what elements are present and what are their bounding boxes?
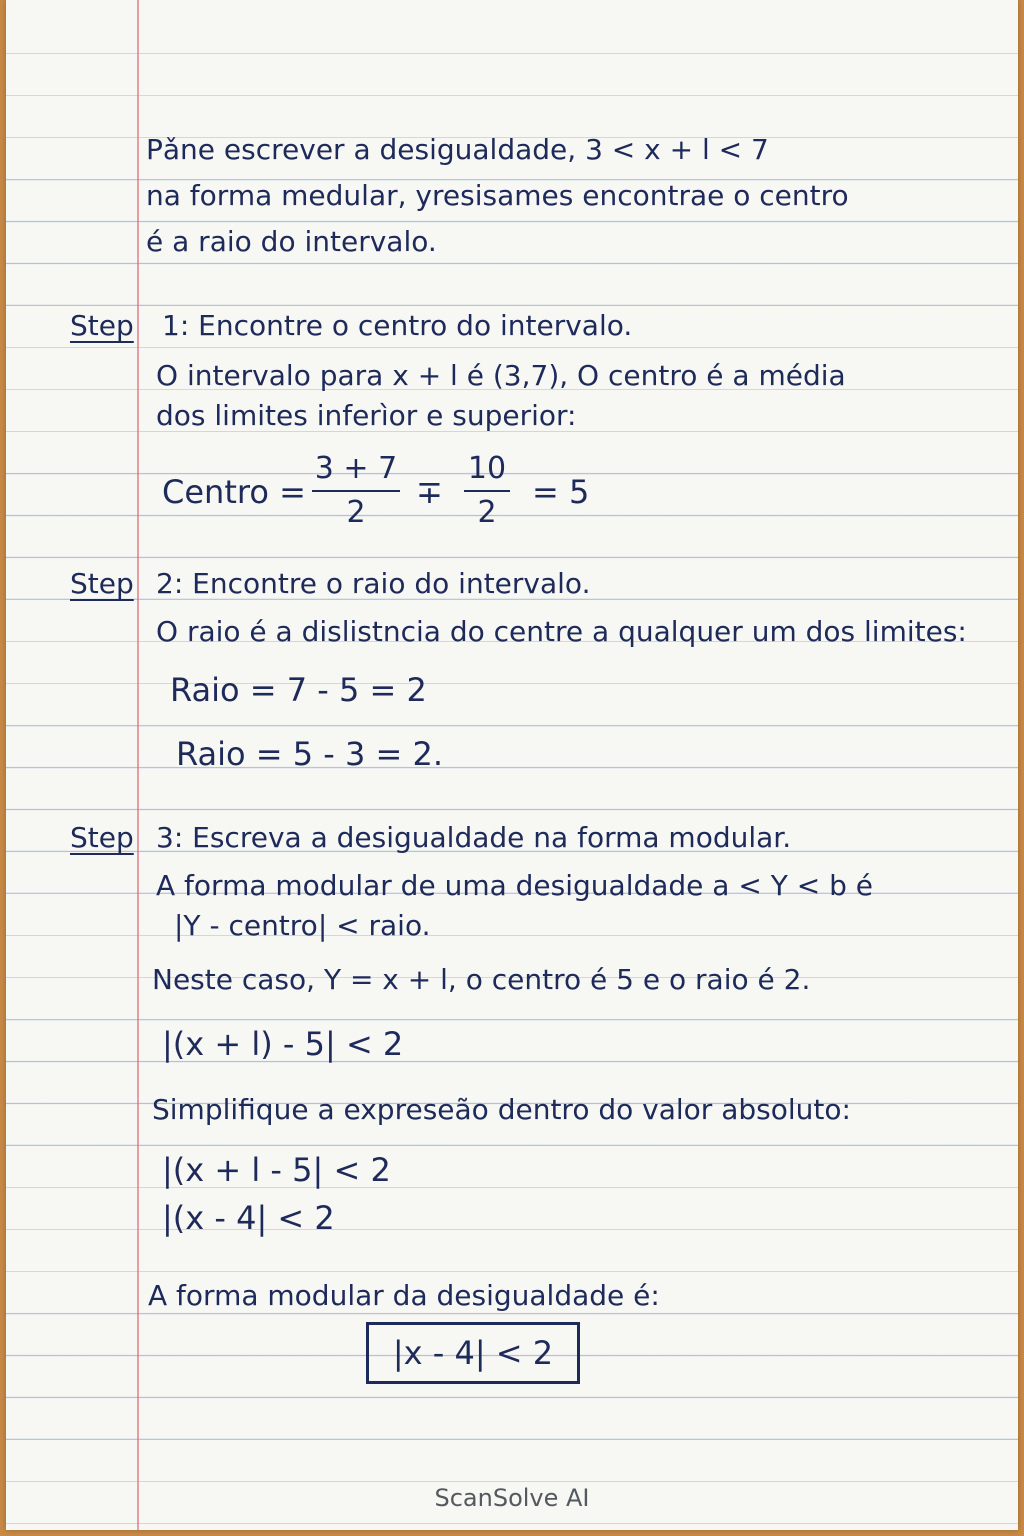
step-3-line-1: A forma modular de uma desigualdade a < Y < b é (156, 869, 873, 902)
step-1-line-1: O intervalo para x + l é (3,7), O centro é a média (156, 359, 846, 392)
intro-line-2: na forma medular, yresisames encontrae o centro (146, 179, 849, 212)
centro-label: Centro = (162, 473, 306, 511)
fraction-2 (464, 452, 510, 530)
step-3-line-4: Simplifique a expreseão dentro do valor absoluto: (152, 1093, 851, 1126)
step-2-label: Step (70, 567, 134, 600)
fraction-2-numerator: 10 (467, 451, 507, 486)
raio-equation-2: Raio = 5 - 3 = 2. (176, 735, 444, 773)
notebook-page (6, 0, 1018, 1530)
fraction-1-numerator: 3 + 7 (314, 451, 398, 486)
step-1-label: Step (70, 309, 134, 342)
step-2-line-1: O raio é a dislistncia do centre a qualquer um dos limites: (156, 615, 967, 648)
watermark: ScanSolve AI (434, 1484, 590, 1512)
intro-line-1: Pǎne escrever a desigualdade, 3 < x + l < 7 (146, 133, 769, 166)
expression-2: |(x + l - 5| < 2 (162, 1151, 391, 1189)
fraction-1 (312, 452, 400, 530)
step-1-line-2: dos limites inferìor e superior: (156, 399, 577, 432)
intro-line-3: é a raio do intervalo. (146, 225, 437, 258)
step-1-title: 1: Encontre o centro do intervalo. (162, 309, 633, 342)
step-3-title: 3: Escreva a desigualdade na forma modular. (156, 821, 792, 854)
margin-line (137, 0, 139, 1530)
expression-3: |(x - 4| < 2 (162, 1199, 335, 1237)
step-3-label: Step (70, 821, 134, 854)
expression-1: |(x + l) - 5| < 2 (162, 1025, 404, 1063)
centro-result: = 5 (532, 473, 590, 511)
raio-equation-1: Raio = 7 - 5 = 2 (170, 671, 427, 709)
fraction-1-denominator: 2 (346, 495, 366, 530)
conclusion-text: A forma modular da desigualdade é: (148, 1279, 660, 1312)
final-answer: |x - 4| < 2 (392, 1334, 554, 1372)
step-3-line-3: Neste caso, Y = x + l, o centro é 5 e o raio é 2. (152, 963, 811, 996)
fraction-2-bar (464, 490, 510, 492)
step-2-title: 2: Encontre o raio do intervalo. (156, 567, 591, 600)
fraction-2-denominator: 2 (477, 495, 497, 530)
operator-1: ∓ (416, 473, 443, 511)
fraction-1-bar (312, 490, 400, 492)
step-3-line-2: |Y - centro| < raio. (174, 909, 431, 942)
final-answer-box (366, 1322, 580, 1384)
